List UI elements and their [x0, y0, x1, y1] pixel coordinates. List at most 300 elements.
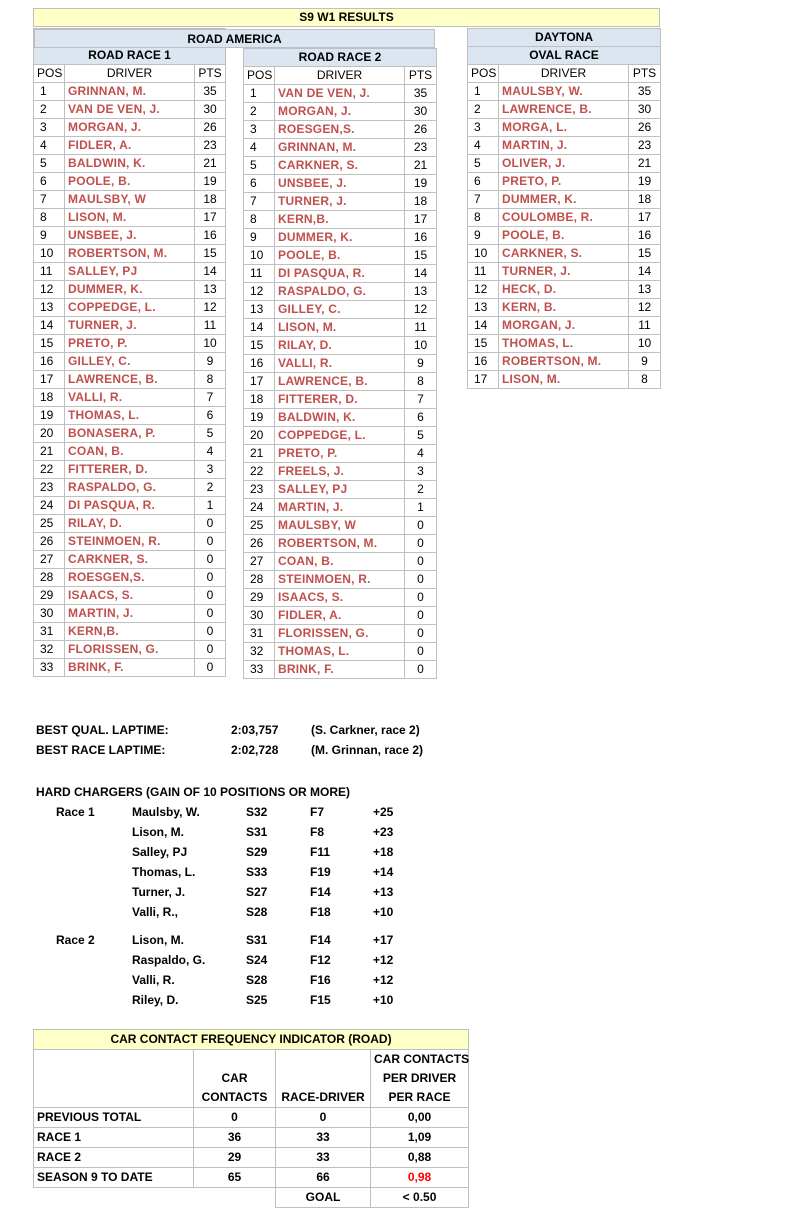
contact-car-contacts: 65	[194, 1168, 276, 1188]
result-pts: 0	[195, 533, 226, 551]
result-row	[244, 481, 437, 499]
result-pts: 1	[405, 499, 437, 517]
result-pos: 13	[34, 299, 65, 317]
result-driver: DUMMER, K.	[65, 281, 195, 299]
result-pos: 6	[468, 173, 499, 191]
charger-start: S28	[246, 973, 268, 987]
charger-gain: +17	[373, 933, 394, 947]
result-row	[244, 373, 437, 391]
result-pts: 0	[195, 587, 226, 605]
result-pts: 0	[405, 607, 437, 625]
result-pts: 0	[405, 589, 437, 607]
result-driver: ROESGEN,S.	[65, 569, 195, 587]
result-row	[244, 553, 437, 571]
result-row	[244, 103, 437, 121]
result-driver: FLORISSEN, G.	[275, 625, 405, 643]
result-driver: KERN,B.	[65, 623, 195, 641]
result-pos: 3	[34, 119, 65, 137]
result-driver: MORGAN, J.	[275, 103, 405, 121]
result-pos: 2	[34, 101, 65, 119]
result-driver: COPPEDGE, L.	[65, 299, 195, 317]
charger-finish: F7	[310, 805, 325, 819]
charger-finish: F12	[310, 953, 331, 967]
result-driver: TURNER, J.	[275, 193, 405, 211]
road-race-1-table	[33, 28, 226, 677]
result-row	[244, 625, 437, 643]
result-pts: 6	[195, 407, 226, 425]
best-race-label: BEST RACE LAPTIME:	[36, 743, 166, 757]
result-row	[34, 299, 226, 317]
road-race-2-table	[243, 48, 437, 679]
result-driver: POOLE, B.	[275, 247, 405, 265]
result-row	[34, 515, 226, 533]
result-row	[244, 139, 437, 157]
result-pts: 6	[405, 409, 437, 427]
result-row	[244, 229, 437, 247]
col-pts: PTS	[195, 65, 226, 83]
result-driver: LISON, M.	[275, 319, 405, 337]
result-pts: 17	[629, 209, 661, 227]
best-race-time: 2:02,728	[231, 743, 279, 757]
result-row	[34, 659, 226, 677]
result-pos: 14	[244, 319, 275, 337]
result-driver: ISAACS, S.	[65, 587, 195, 605]
result-driver: BALDWIN, K.	[275, 409, 405, 427]
result-pos: 1	[34, 83, 65, 101]
result-row	[468, 209, 661, 227]
result-pts: 16	[405, 229, 437, 247]
result-driver: LISON, M.	[65, 209, 195, 227]
result-pos: 31	[34, 623, 65, 641]
header-race-driver-blank	[276, 1050, 371, 1070]
result-pos: 9	[244, 229, 275, 247]
col-pts: PTS	[405, 67, 437, 85]
result-driver: TURNER, J.	[65, 317, 195, 335]
charger-driver: Thomas, L.	[132, 865, 196, 879]
daytona-venue: DAYTONA	[468, 29, 661, 47]
result-pos: 16	[468, 353, 499, 371]
result-row	[34, 461, 226, 479]
result-pts: 3	[195, 461, 226, 479]
result-pos: 28	[34, 569, 65, 587]
result-pts: 8	[405, 373, 437, 391]
result-pts: 0	[405, 553, 437, 571]
result-driver: RASPALDO, G.	[275, 283, 405, 301]
result-row	[244, 211, 437, 229]
result-driver: MAULSBY, W	[65, 191, 195, 209]
result-pos: 12	[244, 283, 275, 301]
result-pts: 30	[195, 101, 226, 119]
result-driver: SALLEY, PJ	[275, 481, 405, 499]
result-pts: 23	[405, 139, 437, 157]
result-pts: 9	[405, 355, 437, 373]
result-pos: 14	[468, 317, 499, 335]
result-pts: 15	[195, 245, 226, 263]
contact-car-contacts: 0	[194, 1108, 276, 1128]
result-pts: 14	[405, 265, 437, 283]
result-row	[244, 643, 437, 661]
result-pos: 22	[244, 463, 275, 481]
result-pos: 3	[244, 121, 275, 139]
result-row	[34, 335, 226, 353]
charger-driver: Lison, M.	[132, 825, 184, 839]
best-race-driver: (M. Grinnan, race 2)	[311, 743, 424, 757]
goal-value: < 0.50	[371, 1188, 469, 1208]
result-pos: 6	[244, 175, 275, 193]
result-driver: THOMAS, L.	[65, 407, 195, 425]
result-driver: VALLI, R.	[275, 355, 405, 373]
result-row	[34, 227, 226, 245]
page-title: S9 W1 RESULTS	[34, 9, 660, 27]
result-pos: 15	[244, 337, 275, 355]
result-pts: 15	[405, 247, 437, 265]
result-driver: CARKNER, S.	[275, 157, 405, 175]
result-row	[244, 571, 437, 589]
result-pts: 18	[405, 193, 437, 211]
result-driver: KERN,B.	[275, 211, 405, 229]
result-pts: 12	[629, 299, 661, 317]
result-row	[34, 425, 226, 443]
contact-race-driver: 33	[276, 1148, 371, 1168]
road-race-1-label: ROAD RACE 1	[34, 47, 226, 65]
result-pts: 2	[195, 479, 226, 497]
contact-per-race: 0,00	[371, 1108, 469, 1128]
result-pos: 7	[244, 193, 275, 211]
result-pts: 9	[195, 353, 226, 371]
result-pts: 23	[629, 137, 661, 155]
result-driver: RILAY, D.	[275, 337, 405, 355]
result-driver: BRINK, F.	[275, 661, 405, 679]
result-pos: 24	[244, 499, 275, 517]
result-row	[244, 355, 437, 373]
result-pts: 18	[629, 191, 661, 209]
result-pts: 23	[195, 137, 226, 155]
result-driver: DI PASQUA, R.	[65, 497, 195, 515]
result-pos: 9	[468, 227, 499, 245]
result-driver: RILAY, D.	[65, 515, 195, 533]
result-pts: 30	[629, 101, 661, 119]
charger-driver: Riley, D.	[132, 993, 179, 1007]
col-driver: DRIVER	[275, 67, 405, 85]
result-pts: 12	[195, 299, 226, 317]
result-row	[34, 317, 226, 335]
charger-gain: +12	[373, 973, 394, 987]
result-driver: LAWRENCE, B.	[275, 373, 405, 391]
result-pts: 0	[405, 517, 437, 535]
charger-gain: +14	[373, 865, 394, 879]
result-row	[34, 209, 226, 227]
title-table	[33, 8, 660, 27]
result-driver: PRETO, P.	[499, 173, 629, 191]
result-driver: ROBERTSON, M.	[65, 245, 195, 263]
header-car-2: CONTACTS	[194, 1088, 276, 1108]
result-pos: 32	[34, 641, 65, 659]
result-pos: 5	[34, 155, 65, 173]
result-pos: 8	[468, 209, 499, 227]
result-pos: 9	[34, 227, 65, 245]
charger-finish: F18	[310, 905, 331, 919]
result-pts: 16	[195, 227, 226, 245]
result-pos: 27	[34, 551, 65, 569]
result-row	[34, 137, 226, 155]
result-pts: 19	[629, 173, 661, 191]
contact-race-driver: 33	[276, 1128, 371, 1148]
result-pts: 0	[405, 625, 437, 643]
result-driver: ROBERTSON, M.	[499, 353, 629, 371]
charger-gain: +25	[373, 805, 394, 819]
result-pos: 33	[34, 659, 65, 677]
result-pts: 14	[195, 263, 226, 281]
result-row	[468, 101, 661, 119]
result-pos: 26	[244, 535, 275, 553]
result-driver: COPPEDGE, L.	[275, 427, 405, 445]
charger-start: S33	[246, 865, 268, 879]
goal-spacer	[34, 1188, 194, 1208]
result-row	[468, 137, 661, 155]
contact-car-contacts: 36	[194, 1128, 276, 1148]
result-pts: 10	[405, 337, 437, 355]
result-pos: 5	[468, 155, 499, 173]
result-driver: ISAACS, S.	[275, 589, 405, 607]
result-row	[244, 661, 437, 679]
road-race-2-label: ROAD RACE 2	[244, 49, 437, 67]
result-row	[468, 245, 661, 263]
result-row	[468, 227, 661, 245]
result-driver: VALLI, R.	[65, 389, 195, 407]
result-driver: FITTERER, D.	[275, 391, 405, 409]
result-driver: KERN, B.	[499, 299, 629, 317]
header-race-driver: RACE-DRIVER	[276, 1088, 371, 1108]
charger-finish: F14	[310, 933, 331, 947]
car-contact-title: CAR CONTACT FREQUENCY INDICATOR (ROAD)	[34, 1030, 469, 1050]
goal-label: GOAL	[276, 1188, 371, 1208]
header-per-race-1: CAR CONTACTS	[371, 1050, 469, 1070]
result-pos: 30	[34, 605, 65, 623]
charger-start: S31	[246, 933, 268, 947]
result-driver: THOMAS, L.	[275, 643, 405, 661]
result-driver: POOLE, B.	[499, 227, 629, 245]
result-row	[468, 335, 661, 353]
result-row	[34, 587, 226, 605]
result-driver: ROBERTSON, M.	[275, 535, 405, 553]
result-driver: CARKNER, S.	[65, 551, 195, 569]
header-race-driver-blank-2	[276, 1069, 371, 1088]
result-pos: 25	[244, 517, 275, 535]
result-pos: 4	[468, 137, 499, 155]
contact-car-contacts: 29	[194, 1148, 276, 1168]
result-pos: 33	[244, 661, 275, 679]
result-pts: 0	[195, 659, 226, 677]
result-driver: DI PASQUA, R.	[275, 265, 405, 283]
result-driver: UNSBEE, J.	[65, 227, 195, 245]
result-pts: 19	[195, 173, 226, 191]
result-pts: 21	[195, 155, 226, 173]
result-pts: 8	[195, 371, 226, 389]
col-pos: POS	[244, 67, 275, 85]
result-pos: 11	[468, 263, 499, 281]
result-row	[34, 83, 226, 101]
result-row	[244, 85, 437, 103]
contact-row	[34, 1108, 469, 1128]
col-pts: PTS	[629, 65, 661, 83]
charger-gain: +10	[373, 993, 394, 1007]
result-pts: 35	[405, 85, 437, 103]
result-pts: 13	[405, 283, 437, 301]
result-pts: 14	[629, 263, 661, 281]
result-driver: VAN DE VEN, J.	[65, 101, 195, 119]
result-pos: 5	[244, 157, 275, 175]
result-pos: 20	[244, 427, 275, 445]
header-car-1: CAR	[194, 1069, 276, 1088]
hard-chargers-race1-label: Race 1	[56, 805, 95, 819]
result-pts: 10	[195, 335, 226, 353]
result-pos: 4	[244, 139, 275, 157]
result-pts: 18	[195, 191, 226, 209]
result-driver: GILLEY, C.	[275, 301, 405, 319]
result-pos: 29	[34, 587, 65, 605]
result-pts: 11	[629, 317, 661, 335]
result-pos: 21	[244, 445, 275, 463]
result-pts: 30	[405, 103, 437, 121]
result-row	[34, 497, 226, 515]
charger-start: S25	[246, 993, 268, 1007]
result-row	[468, 119, 661, 137]
result-pts: 0	[195, 605, 226, 623]
result-row	[34, 353, 226, 371]
charger-start: S24	[246, 953, 268, 967]
result-pos: 32	[244, 643, 275, 661]
result-row	[34, 119, 226, 137]
result-row	[34, 245, 226, 263]
result-pos: 10	[34, 245, 65, 263]
result-row	[468, 353, 661, 371]
result-driver: FIDLER, A.	[275, 607, 405, 625]
charger-start: S31	[246, 825, 268, 839]
result-row	[244, 391, 437, 409]
result-row	[34, 479, 226, 497]
best-qual-label: BEST QUAL. LAPTIME:	[36, 723, 169, 737]
charger-finish: F14	[310, 885, 331, 899]
charger-gain: +23	[373, 825, 394, 839]
charger-start: S32	[246, 805, 268, 819]
result-pos: 11	[34, 263, 65, 281]
result-row	[34, 263, 226, 281]
result-pts: 15	[629, 245, 661, 263]
result-row	[244, 607, 437, 625]
charger-driver: Salley, PJ	[132, 845, 188, 859]
charger-finish: F11	[310, 845, 331, 859]
result-pos: 28	[244, 571, 275, 589]
contact-per-race: 1,09	[371, 1128, 469, 1148]
result-driver: MAULSBY, W	[275, 517, 405, 535]
result-pos: 25	[34, 515, 65, 533]
contact-row-label: PREVIOUS TOTAL	[34, 1108, 194, 1128]
result-driver: PRETO, P.	[275, 445, 405, 463]
result-driver: MORGAN, J.	[65, 119, 195, 137]
result-row	[244, 517, 437, 535]
result-pts: 19	[405, 175, 437, 193]
result-row	[34, 443, 226, 461]
result-pos: 18	[34, 389, 65, 407]
result-driver: THOMAS, L.	[499, 335, 629, 353]
result-row	[244, 319, 437, 337]
car-contact-table	[33, 1029, 469, 1208]
charger-driver: Turner, J.	[132, 885, 186, 899]
result-pos: 23	[244, 481, 275, 499]
result-row	[244, 265, 437, 283]
result-driver: GILLEY, C.	[65, 353, 195, 371]
charger-start: S27	[246, 885, 268, 899]
result-row	[34, 191, 226, 209]
charger-gain: +18	[373, 845, 394, 859]
result-pos: 10	[468, 245, 499, 263]
result-pos: 3	[468, 119, 499, 137]
result-row	[34, 155, 226, 173]
contact-row-label: SEASON 9 TO DATE	[34, 1168, 194, 1188]
contact-row	[34, 1148, 469, 1168]
result-pos: 22	[34, 461, 65, 479]
charger-driver: Lison, M.	[132, 933, 184, 947]
best-qual-driver: (S. Carkner, race 2)	[311, 723, 420, 737]
result-pos: 29	[244, 589, 275, 607]
result-pos: 6	[34, 173, 65, 191]
result-pts: 8	[629, 371, 661, 389]
result-row	[244, 445, 437, 463]
result-pos: 31	[244, 625, 275, 643]
result-pos: 2	[244, 103, 275, 121]
result-row	[244, 157, 437, 175]
result-row	[244, 463, 437, 481]
result-pts: 17	[405, 211, 437, 229]
result-row	[468, 281, 661, 299]
result-row	[468, 191, 661, 209]
result-pos: 30	[244, 607, 275, 625]
result-row	[34, 101, 226, 119]
result-driver: FLORISSEN, G.	[65, 641, 195, 659]
contact-race-driver: 66	[276, 1168, 371, 1188]
result-row	[468, 299, 661, 317]
result-pts: 0	[195, 515, 226, 533]
result-pos: 8	[244, 211, 275, 229]
result-driver: FITTERER, D.	[65, 461, 195, 479]
result-driver: LAWRENCE, B.	[499, 101, 629, 119]
charger-start: S29	[246, 845, 268, 859]
car-contact-header-blank	[34, 1050, 194, 1108]
result-pos: 20	[34, 425, 65, 443]
result-row	[34, 569, 226, 587]
result-driver: VAN DE VEN, J.	[275, 85, 405, 103]
result-driver: LISON, M.	[499, 371, 629, 389]
col-driver: DRIVER	[65, 65, 195, 83]
result-driver: MAULSBY, W.	[499, 83, 629, 101]
result-driver: CARKNER, S.	[499, 245, 629, 263]
result-driver: COAN, B.	[65, 443, 195, 461]
result-pts: 26	[405, 121, 437, 139]
result-row	[468, 263, 661, 281]
result-pts: 4	[405, 445, 437, 463]
result-row	[34, 605, 226, 623]
result-pos: 13	[468, 299, 499, 317]
result-pos: 19	[34, 407, 65, 425]
result-pts: 0	[405, 571, 437, 589]
result-driver: COAN, B.	[275, 553, 405, 571]
result-pos: 1	[244, 85, 275, 103]
result-driver: GRINNAN, M.	[65, 83, 195, 101]
result-row	[34, 533, 226, 551]
contact-per-race: 0,98	[371, 1168, 469, 1188]
result-row	[468, 83, 661, 101]
best-qual-time: 2:03,757	[231, 723, 279, 737]
